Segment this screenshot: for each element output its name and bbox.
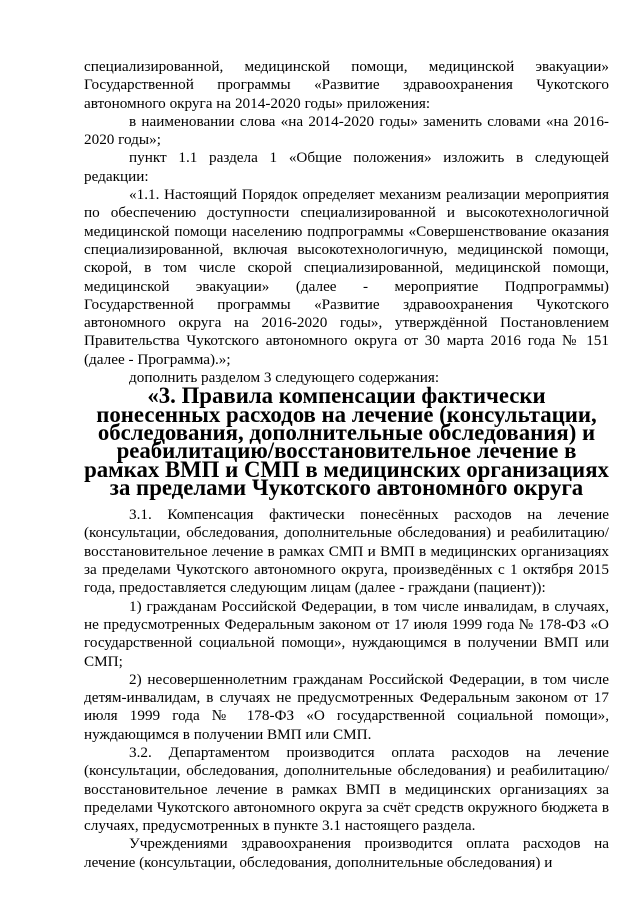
paragraph-rename-instruction: в наименовании слова «на 2014-2020 годы» заменить словами «на 2016-2020 годы»; — [84, 112, 609, 149]
paragraph-3-1: 3.1. Компенсация фактически понесённых расходов на лечение (консультации, обследования, дополнительные обследования) и реабилитацию/восстановительное лечение в рамках СМП и ВМП в медицинских организациях за пределами Чукотского автономного округа, произведённых с 1 октября 2015 года, предоставляется следующим лицам (далее - граждани (пациент)): — [84, 506, 609, 597]
paragraph-institutions: Учреждениями здравоохранения производится оплата расходов на лечение (консультации, обследования, дополнительные обследования) и — [84, 835, 609, 871]
bottom-section — [84, 506, 609, 872]
paragraph-add-section: дополнить разделом 3 следующего содержания: — [129, 369, 440, 387]
paragraph-item-2: 2) несовершеннолетним гражданам Российской Федерации, в том числе детям-инвалидам, в случаях не предусмотренных Федеральным законом от 17 июля 1999 года № 178-ФЗ «О государственной социальной помощи», нуждающимся в получении ВМП или СМП. — [84, 670, 609, 743]
paragraph-clause-1-1: «1.1. Настоящий Порядок определяет механизм реализации мероприятия по обеспечению доступности специализированной и высокотехнологичной медицинской помощи населению подпрограммы «Совершенствование оказания специализированной, включая высокотехнологичную, медицинской помощи, скорой, в том числе скорой специализированной, медицинской помощи, медицинской эвакуации» (далее - мероприятие Подпрограммы) Государственной программы «Развитие здравоохранения Чукотского автономного округа на 2016-2020 годы», утверждённой Постановлением Правительства Чукотского автономного округа от 30 марта 2016 года № 151 (далее - Программа).»; — [84, 186, 609, 368]
paragraph-clause-instruction: пункт 1.1 раздела 1 «Общие положения» изложить в следующей редакции: — [84, 149, 609, 185]
section-heading: «3. Правила компенсации фактически понесенных расходов на лечение (консультации, обследования, дополнительные обследования) и реабилитацию/восстановительное лечение в рамках ВМП и СМП в медицинских организациях за пределами Чукотского автономного округа — [84, 383, 609, 500]
top-section — [84, 58, 609, 387]
paragraph-3-2: 3.2. Департаментом производится оплата расходов на лечение (консультации, обследования, дополнительные обследования) и реабилитацию/восстановительное лечение в рамках ВМП в медицинских организациях за пределами Чукотского автономного округа за счёт средств окружного бюджета в случаях, предусмотренных в пункте 3.1 настоящего раздела. — [84, 743, 609, 835]
paragraph-continuation: специализированной, медицинской помощи, медицинской эвакуации» Государственной программы «Развитие здравоохранения Чукотского автономного округа на 2014-2020 годы» приложения: — [84, 58, 609, 112]
paragraph-item-1: 1) гражданам Российской Федерации, в том числе инвалидам, в случаях, не предусмотренных Федеральным законом от 17 июля 1999 года № 178-ФЗ «О государственной социальной помощи», нуждающимся в получении ВМП или СМП; — [84, 597, 609, 670]
